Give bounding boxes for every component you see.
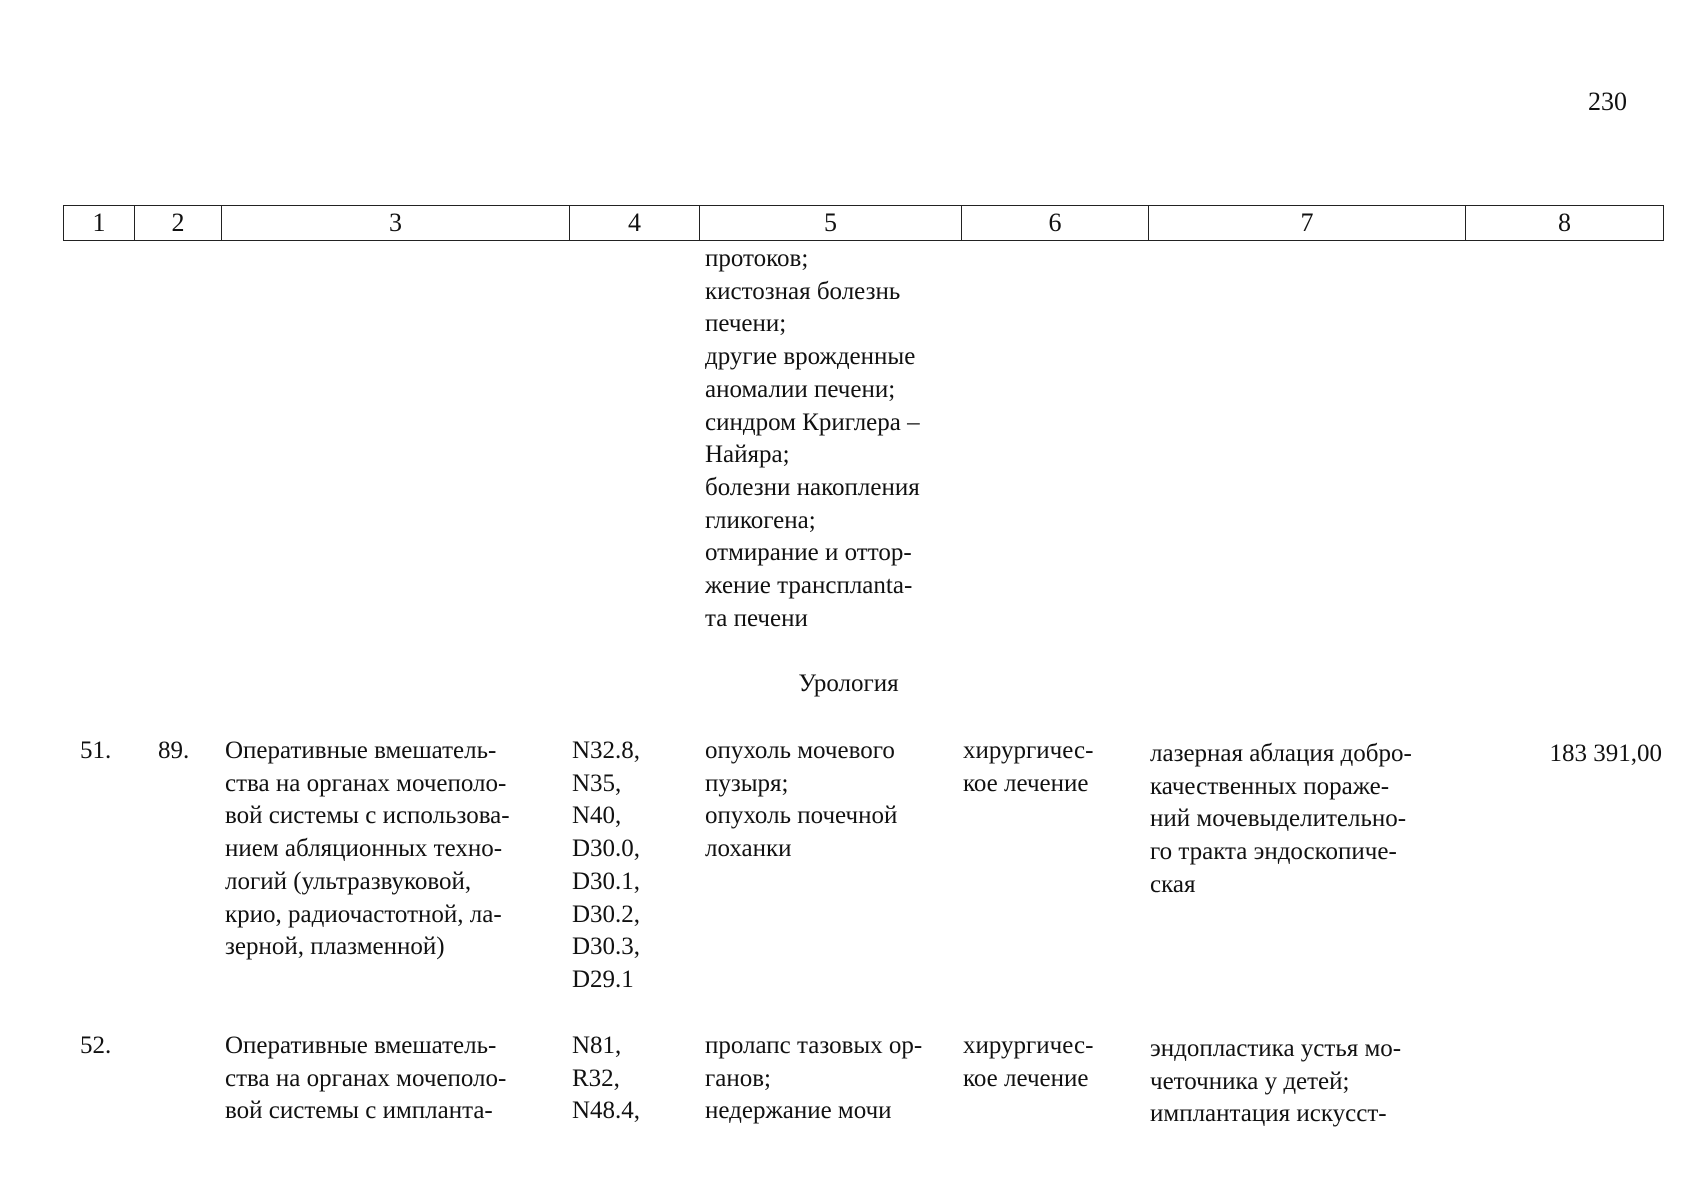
section-title: Урология <box>798 670 899 697</box>
text-line: пролапс тазовых ор- <box>705 1032 923 1059</box>
text-line: N81, <box>572 1032 622 1059</box>
text-line: Оперативные вмешатель- <box>225 737 497 764</box>
text-line: протоков; <box>705 245 809 272</box>
page-number: 230 <box>1588 87 1627 116</box>
header-col-6: 6 <box>962 206 1149 241</box>
header-col-5: 5 <box>700 206 962 241</box>
text-line: вой системы с использова- <box>225 802 510 830</box>
text-line: вой системы с импланта- <box>225 1097 493 1125</box>
text-line: ства на органах мочеполо- <box>225 769 507 797</box>
treatment-type-cell <box>963 1030 1113 1095</box>
text-line: R32, <box>572 1064 620 1092</box>
patient-model-cell <box>705 735 955 866</box>
text-line: N32.8, <box>572 737 641 764</box>
text-line: хирургичес- <box>963 1032 1094 1059</box>
cost-value: 183 391,00 <box>1549 740 1662 767</box>
header-col-4: 4 <box>570 206 700 241</box>
intervention-name-cell <box>225 735 568 964</box>
text-line: недержание мочи <box>705 1097 892 1125</box>
group-number: 89. <box>158 737 190 764</box>
continuation-diagnosis-cell <box>705 243 955 635</box>
text-line: ства на органах мочеполо- <box>225 1064 507 1092</box>
text-line: та печени <box>705 604 808 632</box>
icd-codes-cell <box>572 1030 697 1128</box>
text-line: D29.1 <box>572 965 634 993</box>
text-line: D30.0, <box>572 835 641 863</box>
text-line: лоханки <box>705 835 792 863</box>
text-line: жение трансплanta- <box>705 572 913 600</box>
text-line: N35, <box>572 769 622 797</box>
text-line: печени; <box>705 310 787 338</box>
treatment-method-cell <box>1150 1033 1457 1131</box>
text-line: качественных пораже- <box>1150 772 1390 800</box>
header-col-8: 8 <box>1466 206 1664 241</box>
text-line: аномалии печени; <box>705 375 896 403</box>
text-line: D30.1, <box>572 867 641 895</box>
text-line: отмирание и оттор- <box>705 539 912 567</box>
text-line: Найяра; <box>705 441 790 469</box>
text-line: логий (ультразвуковой, <box>225 867 472 895</box>
treatment-method-cell <box>1150 738 1457 902</box>
column-number-header <box>63 205 1664 241</box>
text-line: ний мочевыделительно- <box>1150 805 1407 833</box>
text-line: кое лечение <box>963 1064 1089 1092</box>
text-line: эндопластика устья мо- <box>1150 1035 1402 1062</box>
text-line: Оперативные вмешатель- <box>225 1032 497 1059</box>
patient-model-cell <box>705 1030 955 1128</box>
header-col-1: 1 <box>64 206 135 241</box>
text-line: опухоль почечной <box>705 802 898 830</box>
treatment-type-cell <box>963 735 1113 800</box>
intervention-name-cell <box>225 1030 568 1128</box>
row-number: 52. <box>80 1032 112 1059</box>
text-line: кистозная болезнь <box>705 277 901 305</box>
text-line: пузыря; <box>705 769 789 797</box>
text-line: четочника у детей; <box>1150 1067 1350 1095</box>
text-line: гликогена; <box>705 506 816 534</box>
text-line: зерной, плазменной) <box>225 933 445 961</box>
header-col-3: 3 <box>222 206 570 241</box>
text-line: хирургичес- <box>963 737 1094 764</box>
text-line: го тракта эндоскопиче- <box>1150 838 1397 866</box>
text-line: N40, <box>572 802 622 830</box>
text-line: другие врожденные <box>705 343 916 371</box>
text-line: ская <box>1150 870 1196 898</box>
header-col-2: 2 <box>135 206 222 241</box>
text-line: лазерная аблация добро- <box>1150 740 1412 767</box>
text-line: ганов; <box>705 1064 771 1092</box>
row-number: 51. <box>80 737 112 764</box>
text-line: крио, радиочастотной, ла- <box>225 900 502 928</box>
header-col-7: 7 <box>1149 206 1466 241</box>
text-line: болезни накопления <box>705 473 920 501</box>
text-line: синдром Криглера – <box>705 408 920 436</box>
icd-codes-cell <box>572 735 697 997</box>
text-line: D30.2, <box>572 900 641 928</box>
text-line: имплантация искусст- <box>1150 1100 1387 1128</box>
text-line: опухоль мочевого <box>705 737 895 764</box>
text-line: нием абляционных техно- <box>225 835 503 863</box>
text-line: D30.3, <box>572 933 641 961</box>
text-line: кое лечение <box>963 769 1089 797</box>
text-line: N48.4, <box>572 1097 641 1125</box>
